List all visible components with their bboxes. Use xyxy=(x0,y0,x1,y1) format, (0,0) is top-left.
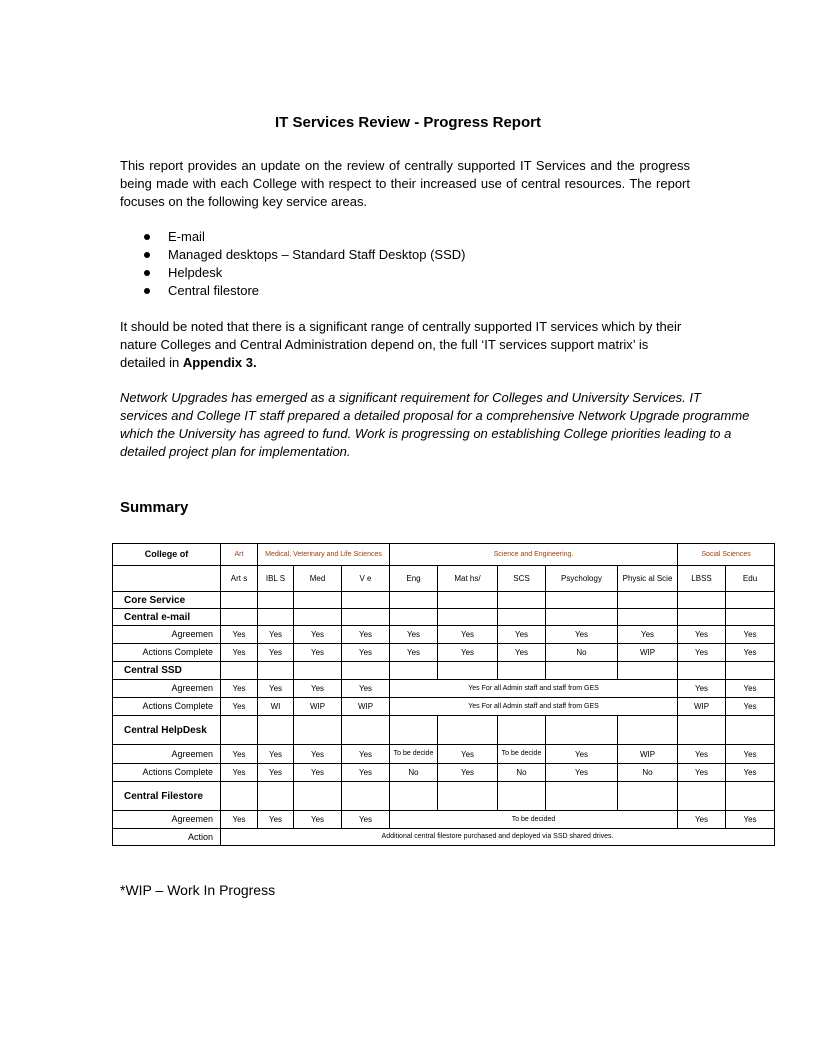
table-cell-span: Yes For all Admin staff and staff from GES xyxy=(390,680,678,698)
table-cell: Yes xyxy=(258,644,294,662)
table-row xyxy=(113,592,775,609)
table-cell: No xyxy=(618,764,678,782)
table-row xyxy=(113,716,775,745)
table-cell: WIP xyxy=(618,745,678,764)
table-cell: WIP xyxy=(294,698,342,716)
table-cell: No xyxy=(546,644,618,662)
column-header: IBL S xyxy=(258,566,294,592)
table-row xyxy=(113,644,775,662)
table-row xyxy=(113,811,775,829)
summary-table xyxy=(112,543,775,846)
group-medical-header: Medical, Veterinary and Life Sciences xyxy=(258,544,390,566)
table-cell: Yes xyxy=(342,626,390,644)
table-row xyxy=(113,698,775,716)
table-cell: Yes xyxy=(726,626,775,644)
note-paragraph xyxy=(120,318,690,372)
table-cell: Yes xyxy=(390,644,438,662)
table-cell: WIP xyxy=(618,644,678,662)
table-row xyxy=(113,782,775,811)
note-text: It should be noted that there is a significant range of centrally supported IT services which by their nature Colleges and Central Administration depend on, the full ‘IT services support matrix’ is detailed in xyxy=(120,319,682,370)
group-social-header: Social Sciences xyxy=(678,544,775,566)
table-row xyxy=(113,626,775,644)
table-cell: Yes xyxy=(258,764,294,782)
table-cell: Yes xyxy=(294,644,342,662)
table-cell: Yes xyxy=(726,698,775,716)
table-cell: Yes xyxy=(546,745,618,764)
table-cell-span: To be decided xyxy=(390,811,678,829)
section-central-filestore: Central Filestore xyxy=(113,782,221,811)
table-cell: Yes xyxy=(726,764,775,782)
table-cell: To be decide xyxy=(498,745,546,764)
section-central-helpdesk: Central HelpDesk xyxy=(113,716,221,745)
table-row xyxy=(113,764,775,782)
column-header: V e xyxy=(342,566,390,592)
table-cell: Yes xyxy=(294,745,342,764)
table-cell: Yes xyxy=(294,764,342,782)
table-cell: No xyxy=(390,764,438,782)
table-cell: Yes xyxy=(258,626,294,644)
service-areas-list xyxy=(120,228,465,300)
column-header: Art s xyxy=(221,566,258,592)
intro-paragraph: This report provides an update on the review of centrally supported IT Services and the progress being made with each College with respect to their increased use of central resources. The report focuses on the following key service areas. xyxy=(120,158,690,209)
table-row xyxy=(113,544,775,566)
table-cell: Yes xyxy=(726,811,775,829)
column-header: Eng xyxy=(390,566,438,592)
table-cell: No xyxy=(498,764,546,782)
list-item: Helpdesk xyxy=(120,264,465,282)
table-cell: Yes xyxy=(342,680,390,698)
row-label-actions-complete: Actions Complete xyxy=(113,644,221,662)
table-cell: Yes xyxy=(221,811,258,829)
table-cell: To be decide xyxy=(390,745,438,764)
table-row xyxy=(113,609,775,626)
column-header: Psychology xyxy=(546,566,618,592)
row-label-agreement: Agreemen xyxy=(113,680,221,698)
column-header: Edu xyxy=(726,566,775,592)
table-cell: Yes xyxy=(498,644,546,662)
table-cell: Yes xyxy=(726,680,775,698)
row-label-agreement: Agreemen xyxy=(113,626,221,644)
group-science-header: Science and Engineering. xyxy=(390,544,678,566)
table-cell: WI xyxy=(258,698,294,716)
table-cell: Yes xyxy=(342,811,390,829)
table-cell: Yes xyxy=(438,644,498,662)
column-header: Med xyxy=(294,566,342,592)
table-cell: Yes xyxy=(221,745,258,764)
table-cell: Yes xyxy=(546,764,618,782)
table-cell: Yes xyxy=(438,626,498,644)
table-row xyxy=(113,662,775,680)
note-appendix: Appendix 3. xyxy=(182,355,257,370)
table-row xyxy=(113,566,775,592)
section-central-email: Central e-mail xyxy=(113,609,221,626)
page-title: IT Services Review - Progress Report xyxy=(275,114,541,131)
network-upgrades-paragraph: Network Upgrades has emerged as a significant requirement for Colleges and University Services. IT services and College IT staff prepared a detailed proposal for a comprehensive Network Upgrade programme which the University has agreed to fund. Work is progressing on establishing College priorities leading to a detailed project plan for implementation. xyxy=(120,390,750,459)
section-core-service: Core Service xyxy=(113,592,221,609)
table-cell: Yes xyxy=(678,811,726,829)
column-header: Physic al Scie xyxy=(618,566,678,592)
table-cell: Yes xyxy=(221,698,258,716)
table-cell: Yes xyxy=(294,680,342,698)
table-cell: Yes xyxy=(678,764,726,782)
table-cell: Yes xyxy=(294,811,342,829)
table-row xyxy=(113,680,775,698)
table-cell: Yes xyxy=(221,680,258,698)
list-item: Managed desktops – Standard Staff Desktop (SSD) xyxy=(120,246,465,264)
table-cell: Yes xyxy=(678,626,726,644)
row-label-actions-complete: Actions Complete xyxy=(113,698,221,716)
table-cell: Yes xyxy=(546,626,618,644)
summary-heading: Summary xyxy=(120,499,189,516)
table-cell: Yes xyxy=(726,644,775,662)
table-cell: WIP xyxy=(342,698,390,716)
table-cell-span: Additional central filestore purchased and deployed via SSD shared drives. xyxy=(221,829,775,846)
footnote: *WIP – Work In Progress xyxy=(120,882,276,898)
section-central-ssd: Central SSD xyxy=(113,662,221,680)
table-cell: Yes xyxy=(438,764,498,782)
table-cell: Yes xyxy=(678,680,726,698)
table-cell: Yes xyxy=(390,626,438,644)
table-cell: Yes xyxy=(221,626,258,644)
row-label-actions-complete: Actions Complete xyxy=(113,764,221,782)
row-label-agreement: Agreemen xyxy=(113,745,221,764)
table-cell: Yes xyxy=(258,680,294,698)
college-of-header: College of xyxy=(113,544,221,566)
column-header: Mat hs/ xyxy=(438,566,498,592)
table-cell: Yes xyxy=(678,745,726,764)
table-cell: Yes xyxy=(221,764,258,782)
table-cell: Yes xyxy=(342,644,390,662)
table-cell: Yes xyxy=(294,626,342,644)
table-row xyxy=(113,745,775,764)
table-cell: Yes xyxy=(678,644,726,662)
table-cell: Yes xyxy=(221,644,258,662)
table-cell: Yes xyxy=(438,745,498,764)
table-cell: WIP xyxy=(678,698,726,716)
row-label-action: Action xyxy=(113,829,221,846)
row-label-agreement: Agreemen xyxy=(113,811,221,829)
table-cell: Yes xyxy=(498,626,546,644)
table-cell: Yes xyxy=(258,745,294,764)
table-row xyxy=(113,829,775,846)
column-header: SCS xyxy=(498,566,546,592)
list-item: E-mail xyxy=(120,228,465,246)
list-item: Central filestore xyxy=(120,282,465,300)
group-arts-header: Art xyxy=(221,544,258,566)
table-cell: Yes xyxy=(726,745,775,764)
table-cell: Yes xyxy=(342,745,390,764)
table-cell-span: Yes For all Admin staff and staff from GES xyxy=(390,698,678,716)
table-cell: Yes xyxy=(618,626,678,644)
column-header: LBSS xyxy=(678,566,726,592)
table-cell: Yes xyxy=(342,764,390,782)
table-cell: Yes xyxy=(258,811,294,829)
